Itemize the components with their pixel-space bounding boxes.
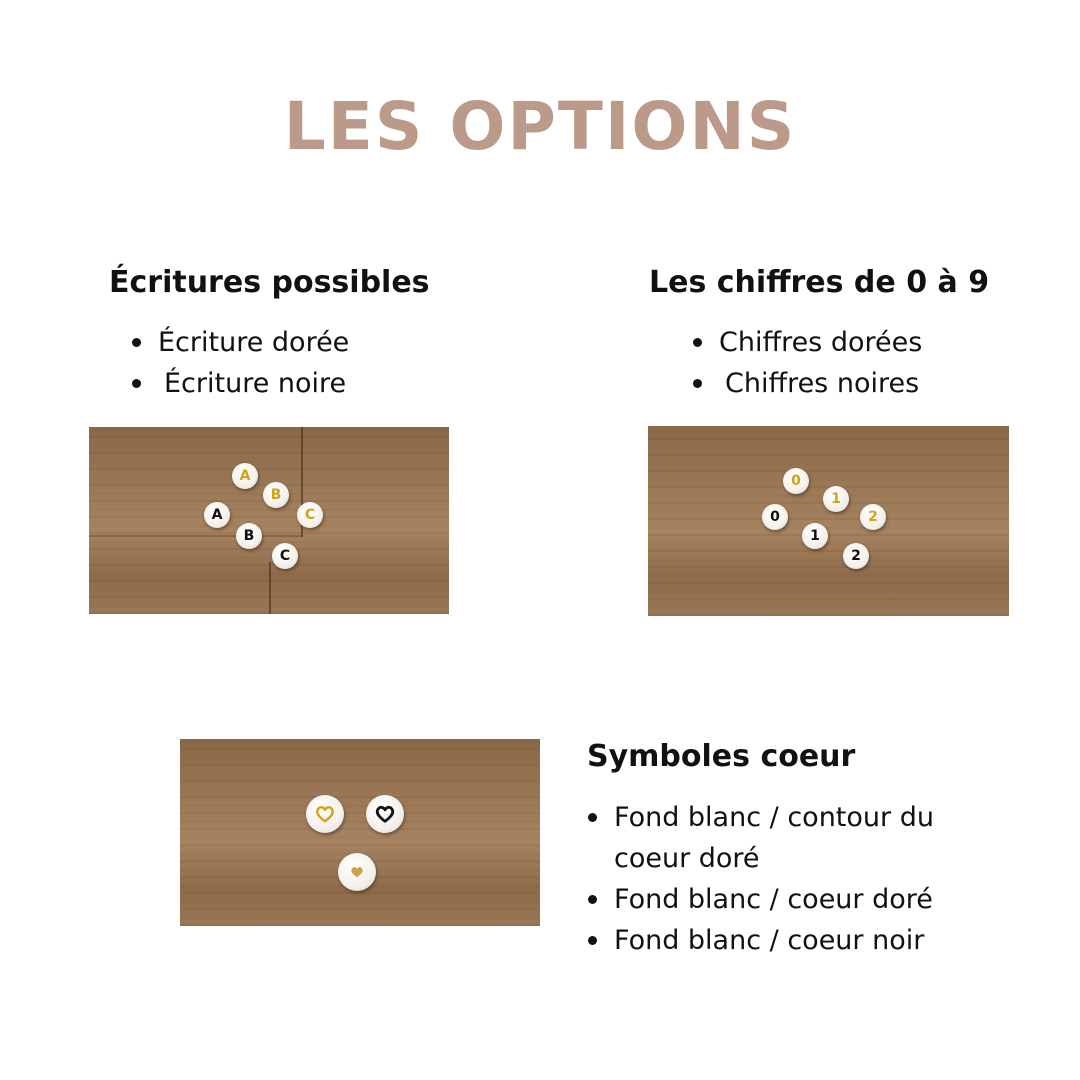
heart-filled-gold-bead [338, 853, 376, 891]
page-title: LES OPTIONS [283, 88, 797, 165]
bead-letter: C [297, 502, 323, 528]
hearts-beads-photo [180, 739, 540, 926]
bead-letter: B [236, 523, 262, 549]
hearts-heading: Symboles coeur [587, 739, 856, 774]
list-item: Chiffres dorées [691, 322, 922, 363]
bead-digit: 2 [860, 504, 886, 530]
heart-outline-icon [314, 803, 336, 825]
heart-outline-black-bead [366, 795, 404, 833]
bead-digit: 0 [783, 468, 809, 494]
list-item: Écriture dorée [130, 322, 349, 363]
list-item: Fond blanc / contour du coeur doré [586, 797, 996, 879]
bead-letter: A [204, 502, 230, 528]
letters-options-list [130, 322, 349, 404]
bead-digit: 2 [843, 543, 869, 569]
heart-filled-icon [349, 864, 365, 880]
heart-outline-gold-bead [306, 795, 344, 833]
list-item: Fond blanc / coeur doré [586, 879, 996, 920]
heart-outline-icon [374, 803, 396, 825]
numbers-beads-photo [648, 426, 1009, 616]
bead-letter: A [232, 463, 258, 489]
hearts-options-list [586, 797, 996, 961]
bead-letter: B [263, 482, 289, 508]
list-item: Chiffres noires [691, 363, 922, 404]
list-item: Écriture noire [130, 363, 349, 404]
bead-letter: C [272, 543, 298, 569]
list-item: Fond blanc / coeur noir [586, 920, 996, 961]
bead-digit: 1 [802, 523, 828, 549]
bead-digit: 1 [823, 486, 849, 512]
numbers-heading: Les chiffres de 0 à 9 [649, 265, 990, 300]
letters-heading: Écritures possibles [109, 265, 430, 300]
bead-digit: 0 [762, 504, 788, 530]
letters-beads-photo [89, 427, 449, 614]
numbers-options-list [691, 322, 922, 404]
